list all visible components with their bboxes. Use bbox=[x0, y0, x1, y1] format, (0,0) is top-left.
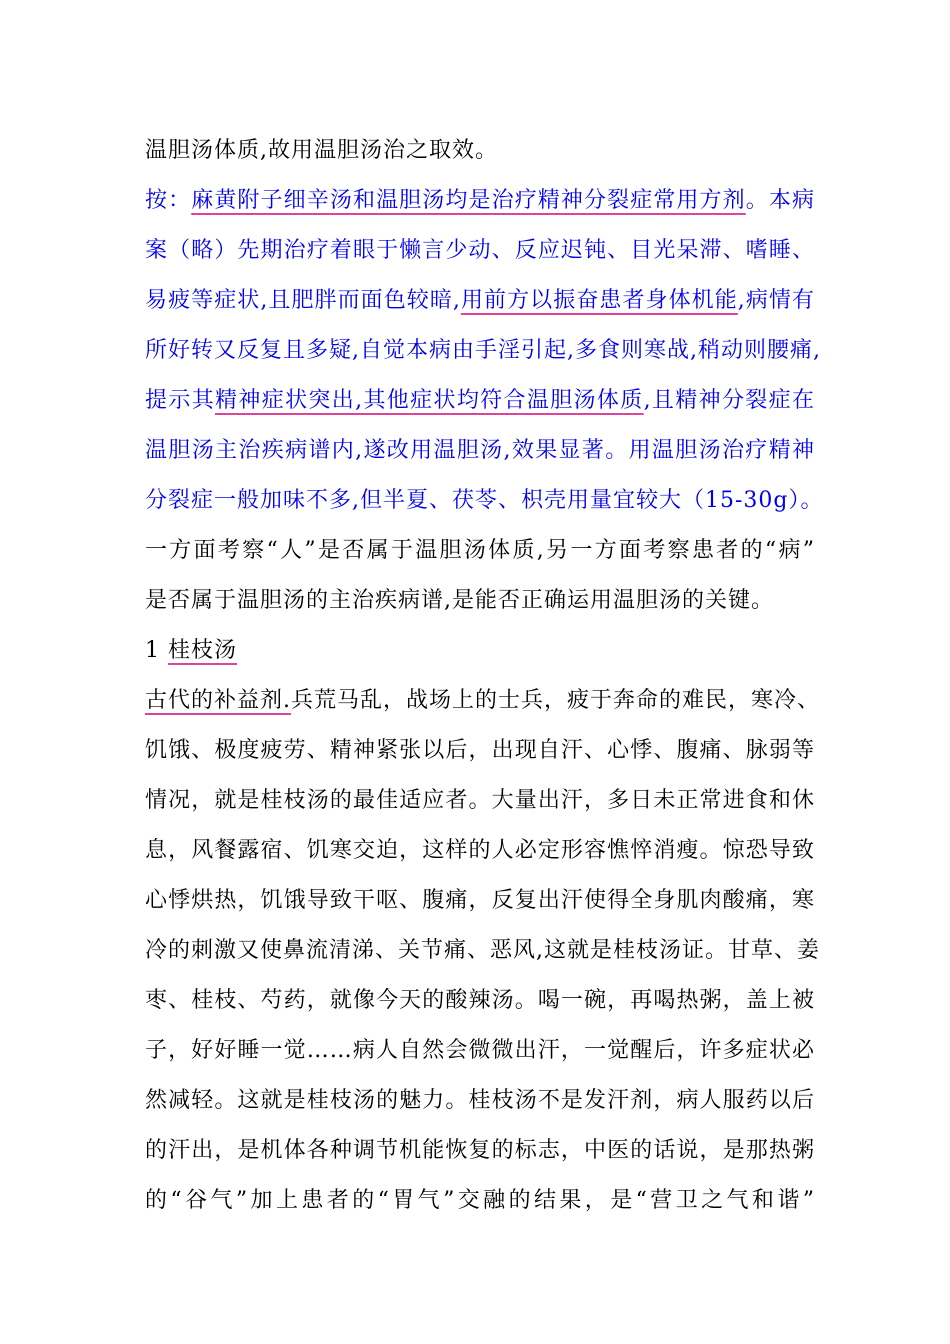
text-line bbox=[145, 331, 821, 371]
text-line bbox=[145, 631, 815, 671]
text-segment: 的汗出，是机体各种调节机能恢复的标志，中医的话说，是那热粥 bbox=[145, 1138, 815, 1163]
text-segment: 心悸烘热，饥饿导致干呕、腹痛，反复出汗使得全身肌肉酸痛，寒 bbox=[145, 888, 815, 913]
text-segment: 然减轻。这就是桂枝汤的魅力。桂枝汤不是发汗剂，病人服药以后 bbox=[145, 1088, 815, 1113]
text-line bbox=[145, 581, 815, 621]
text-line bbox=[145, 1031, 815, 1071]
underlined-text: 麻黄附子细辛汤和温胆汤均是治疗精神分裂症常用方剂 bbox=[191, 188, 746, 213]
text-segment: 所好转又反复且多疑,自觉本病由手淫引起,多食则寒战,稍动则腰痛, bbox=[145, 338, 821, 363]
underlined-text: 用前方以振奋患者身体机能 bbox=[460, 288, 738, 313]
text-line bbox=[145, 1131, 815, 1171]
underlined-text: 古代的补益剂. bbox=[145, 688, 291, 713]
text-line bbox=[145, 131, 815, 171]
text-line bbox=[145, 431, 815, 471]
text-segment: 按： bbox=[145, 188, 192, 213]
text-segment: ,且精神分裂症在 bbox=[643, 388, 815, 413]
text-line bbox=[145, 981, 815, 1021]
text-segment: 枣、桂枝、芍药，就像今天的酸辣汤。喝一碗，再喝热粥，盖上被 bbox=[145, 988, 815, 1013]
text-segment: 温胆汤主治疾病谱内,遂改用温胆汤,效果显著。用温胆汤治疗精神 bbox=[145, 438, 815, 463]
text-line bbox=[145, 781, 815, 821]
text-line bbox=[145, 481, 824, 521]
text-segment: 子，好好睡一觉……病人自然会微微出汗，一觉醒后，许多症状必 bbox=[145, 1038, 815, 1063]
text-segment: 是否属于温胆汤的主治疾病谱,是能否正确运用温胆汤的关键。 bbox=[145, 588, 774, 613]
text-segment: 提示其 bbox=[145, 388, 216, 413]
text-segment: 。本病 bbox=[745, 188, 815, 213]
text-line bbox=[145, 731, 815, 771]
text-line bbox=[145, 1181, 815, 1221]
underlined-text: 精神症状突出,其他症状均符合温胆汤体质 bbox=[215, 388, 644, 413]
text-line bbox=[145, 1081, 815, 1121]
text-segment: ,病情有 bbox=[737, 288, 815, 313]
text-segment: 1 bbox=[145, 638, 168, 663]
text-line bbox=[145, 681, 821, 721]
text-segment: 温胆汤体质,故用温胆汤治之取效。 bbox=[145, 138, 498, 163]
text-line bbox=[145, 831, 815, 871]
underlined-text: 桂枝汤 bbox=[168, 638, 238, 663]
text-line bbox=[145, 931, 820, 971]
text-segment: 分裂症一般加味不多,但半夏、茯苓、枳壳用量宜较大（15-30g）。 bbox=[145, 488, 824, 513]
text-segment: 息，风餐露宿、饥寒交迫，这样的人必定形容憔悴消瘦。惊恐导致 bbox=[145, 838, 815, 863]
text-line bbox=[145, 181, 815, 221]
text-segment: 一方面考察“人”是否属于温胆汤体质,另一方面考察患者的“病” bbox=[145, 538, 815, 563]
text-line bbox=[145, 281, 815, 321]
text-line bbox=[145, 531, 815, 571]
text-segment: 的“谷气”加上患者的“胃气”交融的结果，是“营卫之气和谐” bbox=[145, 1188, 815, 1213]
text-segment: 案（略）先期治疗着眼于懒言少动、反应迟钝、目光呆滞、嗜睡、 bbox=[145, 238, 815, 263]
text-segment: 易疲等症状,且肥胖而面色较暗, bbox=[145, 288, 461, 313]
text-segment: 情况，就是桂枝汤的最佳适应者。大量出汗，多日未正常进食和休 bbox=[145, 788, 815, 813]
text-line bbox=[145, 231, 815, 271]
text-segment: 饥饿、极度疲劳、精神紧张以后，出现自汗、心悸、腹痛、脉弱等 bbox=[145, 738, 815, 763]
text-segment: 冷的刺激又使鼻流清涕、关节痛、恶风,这就是桂枝汤证。甘草、姜 bbox=[145, 938, 820, 963]
text-line bbox=[145, 881, 815, 921]
text-segment: 兵荒马乱，战场上的士兵，疲于奔命的难民，寒冷、 bbox=[291, 688, 821, 713]
text-line bbox=[145, 381, 815, 421]
